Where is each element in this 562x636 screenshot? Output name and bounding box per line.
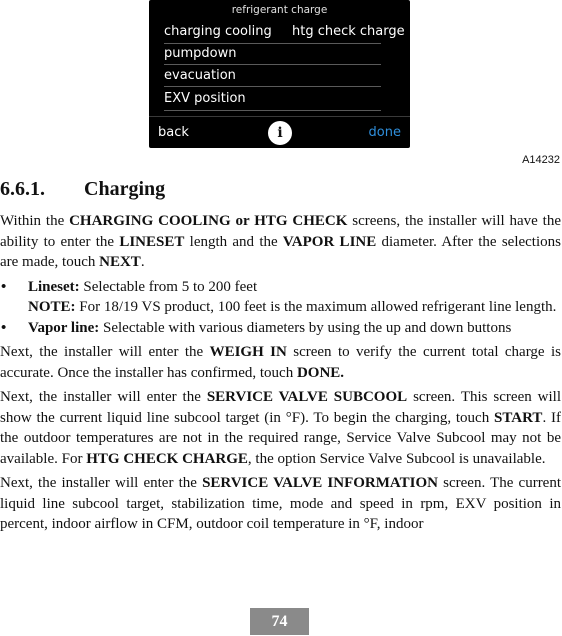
screen-title: refrigerant charge bbox=[231, 4, 328, 16]
section-heading bbox=[0, 178, 165, 201]
done-button[interactable]: done bbox=[368, 125, 401, 140]
body-text bbox=[0, 211, 561, 539]
footer-divider bbox=[149, 116, 410, 117]
note: NOTE: For 18/19 VS product, 100 feet is the maximum allowed refrigerant line length. bbox=[28, 299, 557, 315]
paragraph-weigh-in: Next, the installer will enter the WEIGH IN screen to verify the current total charge is accurate. Once the installer has confirmed, touch DONE. bbox=[0, 344, 561, 381]
menu-divider bbox=[164, 43, 381, 44]
menu-divider bbox=[164, 64, 381, 65]
menu-item-charging-cooling[interactable]: charging cooling bbox=[164, 24, 272, 39]
thermostat-screen bbox=[149, 0, 410, 148]
menu-divider bbox=[164, 86, 381, 87]
menu-item-pumpdown[interactable]: pumpdown bbox=[164, 46, 237, 61]
menu-item-htg-check-charge[interactable]: htg check charge bbox=[292, 24, 405, 39]
figure-id: A14232 bbox=[522, 154, 560, 166]
paragraph-service-valve-information: Next, the installer will enter the SERVICE VALVE INFORMATION screen. The current liquid line subcool target, stabilization time, mode and speed in rpm, EXV position in percent, indoor airflow in CFM, outdoor coil temperature in °F, indoor bbox=[0, 475, 562, 532]
bullet-vapor-line: • Vapor line: Selectable with various diameters by using the up and down buttons bbox=[0, 318, 561, 339]
menu-item-evacuation[interactable]: evacuation bbox=[164, 68, 236, 83]
menu-item-exv-position[interactable]: EXV position bbox=[164, 91, 246, 106]
bullet-lineset: • Lineset: Selectable from 5 to 200 feet bbox=[0, 277, 561, 298]
menu-divider bbox=[164, 110, 381, 111]
back-button[interactable]: back bbox=[158, 125, 189, 140]
page-number: 74 bbox=[250, 608, 309, 635]
paragraph-service-valve-subcool: Next, the installer will enter the SERVICE VALVE SUBCOOL screen. This screen will show the current liquid line subcool target (in °F). To begin the charging, touch START. If the outdoor temperatures are not in the required range, Service Valve Subcool may not be available. For HTG CHECK CHARGE, the option Service Valve Subcool is unavailable. bbox=[0, 389, 562, 467]
section-number: 6.6.1. bbox=[0, 178, 45, 200]
bullet-icon: • bbox=[1, 278, 7, 295]
info-icon[interactable]: i bbox=[268, 121, 292, 145]
paragraph-charging-screens: Within the CHARGING COOLING or HTG CHECK screens, the installer will have the ability to enter the LINESET length and the VAPOR LINE diameter. After the selections are made, touch NEXT. bbox=[0, 213, 562, 270]
section-title: Charging bbox=[84, 178, 166, 200]
bullet-icon: • bbox=[1, 319, 7, 336]
